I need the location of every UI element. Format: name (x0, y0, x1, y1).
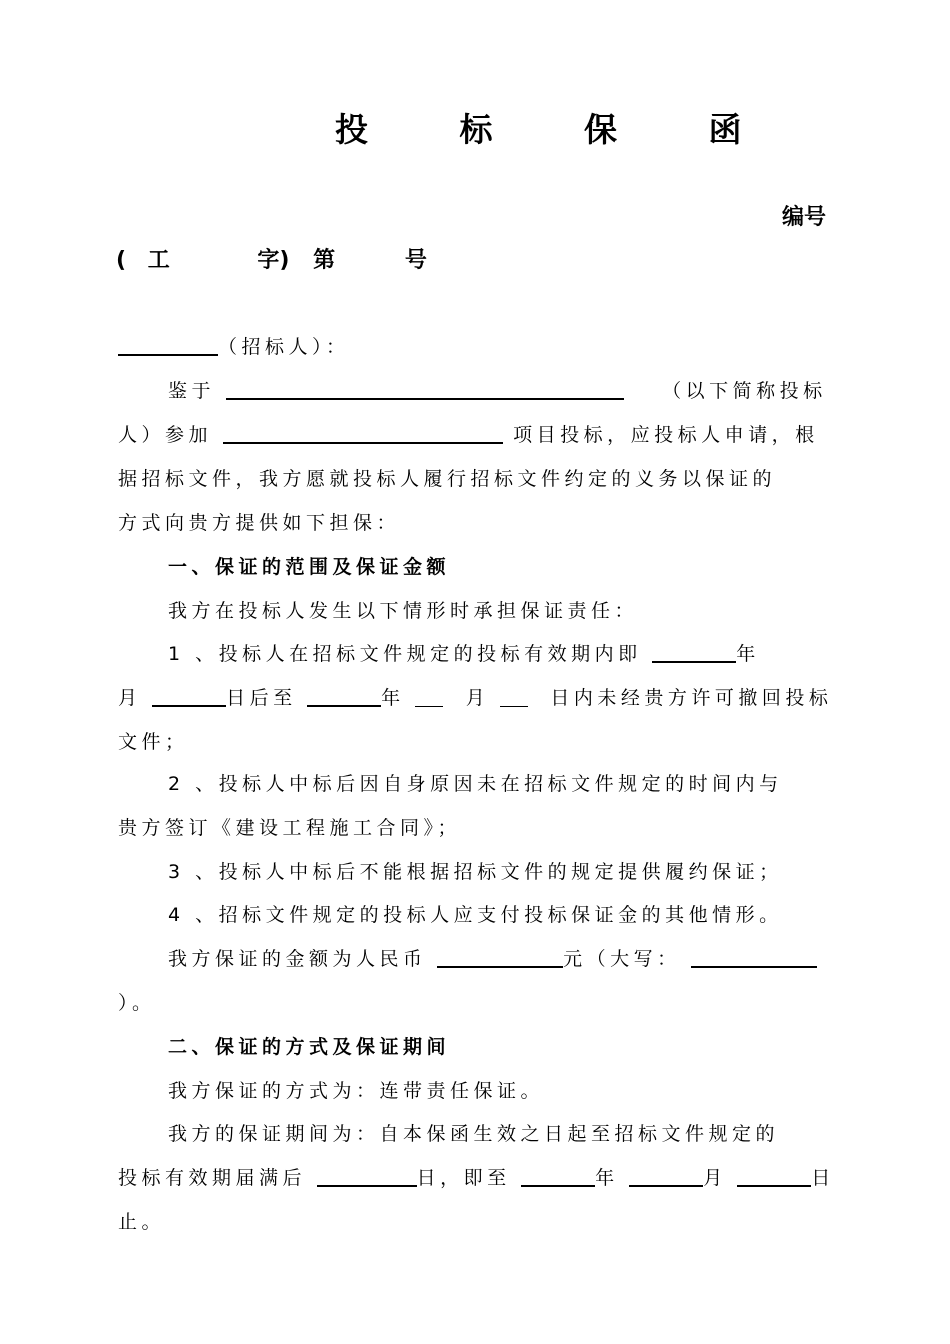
para1-text: （以下简称投标 (662, 380, 827, 402)
section2-period-line2 (118, 1163, 835, 1190)
period-text: 日，即至 (416, 1167, 511, 1189)
period-year-blank[interactable] (521, 1165, 595, 1187)
period-day-blank[interactable] (737, 1165, 811, 1187)
item1-text: 年 (736, 643, 760, 665)
document-title: 投 标 保 函 (335, 110, 782, 149)
item1-month2-blank[interactable] (415, 686, 443, 707)
item1-line1 (168, 639, 760, 666)
para1-line1 (168, 376, 827, 403)
item1-text: 年 (381, 687, 405, 709)
period-text: 年 (595, 1167, 619, 1189)
period-text: 投标有效期届满后 (118, 1167, 307, 1189)
period-text: 日 (811, 1167, 835, 1189)
ref-gong: 工 (147, 248, 170, 273)
item1-year2-blank[interactable] (307, 685, 381, 707)
section2-method: 我方保证的方式为：连带责任保证。 (168, 1080, 545, 1102)
para1-text: 人）参加 (118, 424, 213, 446)
para1-line2 (118, 420, 819, 447)
para1-text: 项目投标，应投标人申请，根 (513, 424, 819, 446)
amount-text: 我方保证的金额为人民币 (168, 948, 427, 970)
ref-hao: 号 (404, 248, 427, 273)
para1-text: 鉴于 (168, 380, 216, 402)
section2-heading: 二、保证的方式及保证期间 (168, 1036, 451, 1058)
addressee-line (118, 332, 350, 359)
item1-line3: 文件； (118, 731, 189, 753)
period-text: 月 (703, 1167, 727, 1189)
bidder-name-blank[interactable] (226, 378, 624, 400)
project-name-blank[interactable] (223, 422, 503, 444)
item3: 3 、投标人中标后不能根据招标文件的规定提供履约保证； (168, 861, 783, 883)
amount-figures-blank[interactable] (437, 946, 563, 968)
item1-day-blank[interactable] (152, 685, 226, 707)
item1-text: 月 (465, 687, 490, 709)
para1-line4: 方式向贵方提供如下担保： (118, 512, 401, 534)
tenderee-blank[interactable] (118, 334, 218, 356)
period-days-blank[interactable] (317, 1165, 417, 1187)
addressee-suffix: （招标人）： (218, 336, 350, 358)
section1-heading: 一、保证的范围及保证金额 (168, 556, 451, 578)
item1-line2 (118, 683, 832, 710)
section1-intro: 我方在投标人发生以下情形时承担保证责任： (168, 600, 639, 622)
amount-line (168, 944, 817, 971)
amount-close: ）。 (118, 992, 156, 1014)
ref-zi: 字) (257, 248, 290, 273)
reference-number-line (116, 243, 427, 274)
section2-period-line1: 我方的保证期间为：自本保函生效之日起至招标文件规定的 (168, 1123, 780, 1145)
period-month-blank[interactable] (629, 1165, 703, 1187)
item2-line1: 2 、投标人中标后因自身原因未在招标文件规定的时间内与 (168, 773, 783, 795)
section2-period-line3: 止。 (118, 1211, 166, 1233)
item1-text: 月 (118, 687, 142, 709)
item4: 4 、招标文件规定的投标人应支付投标保证金的其他情形。 (168, 904, 783, 926)
ref-di: 第 (313, 248, 336, 273)
item1-year-blank[interactable] (652, 641, 736, 663)
serial-number-label: 编号 (782, 205, 827, 230)
item1-text: 日内未经贵方许可撤回投标 (550, 687, 833, 709)
item1-day2-blank[interactable] (500, 686, 528, 707)
item2-line2: 贵方签订《建设工程施工合同》； (118, 817, 462, 839)
amount-words-blank[interactable] (691, 946, 817, 968)
para1-line3: 据招标文件，我方愿就投标人履行招标文件约定的义务以保证的 (118, 468, 777, 490)
item1-text: 日后至 (226, 687, 297, 709)
amount-text: 元（大写： (563, 948, 681, 970)
item1-text: 1 、投标人在招标文件规定的投标有效期内即 (168, 643, 642, 665)
ref-open: ( (116, 248, 127, 273)
